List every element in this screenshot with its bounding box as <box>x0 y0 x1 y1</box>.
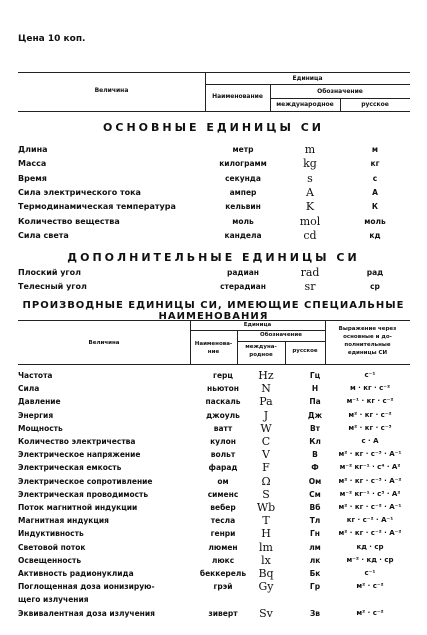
row-quantity: Поток магнитной индукции <box>18 503 138 512</box>
table-row <box>0 268 427 282</box>
row-rus-symbol: В <box>312 450 318 460</box>
table-row <box>0 437 427 451</box>
row-unit-name: ом <box>217 476 229 486</box>
row-quantity: Мощность <box>18 423 63 433</box>
table-row <box>0 529 427 543</box>
row-unit-name: вебер <box>210 503 236 512</box>
row-expression: кд · ср <box>356 542 384 551</box>
derived-header-intl-2: родное <box>249 352 273 358</box>
row-intl-symbol: lx <box>261 553 271 567</box>
row-rus-symbol: Тл <box>309 516 321 526</box>
row-rus-symbol: А <box>372 187 378 197</box>
row-rus-symbol: Гн <box>310 529 320 539</box>
derived-header-name-1: Наименова- <box>194 341 233 347</box>
row-rus-symbol: Вб <box>309 503 321 512</box>
table-row <box>0 569 427 583</box>
derived-header-designation: Обозначение <box>260 332 302 338</box>
table-row <box>0 159 427 173</box>
row-quantity: Телесный угол <box>18 282 87 291</box>
row-expression: с · А <box>361 437 379 445</box>
row-unit-name: кандела <box>224 230 262 240</box>
row-quantity: Поглощенная доза ионизирую- <box>18 582 155 592</box>
row-unit-name: вольт <box>210 450 236 460</box>
row-rus-symbol: Вт <box>309 423 321 433</box>
row-unit-name: герц <box>213 371 233 380</box>
row-intl-symbol: W <box>260 421 272 435</box>
row-intl-symbol: sr <box>304 280 316 293</box>
table-row <box>0 606 427 623</box>
table-row <box>0 450 427 464</box>
section-title-supplementary: ДОПОЛНИТЕЛЬНЫЕ ЕДИНИЦЫ СИ <box>67 251 360 264</box>
row-quantity: Электрическое сопротивление <box>18 476 153 486</box>
row-expression: м · кг · с⁻² <box>349 384 391 393</box>
row-rus-symbol: лм <box>309 542 321 552</box>
table-row <box>0 202 427 216</box>
row-quantity: Электрическая емкость <box>18 463 122 473</box>
row-intl-symbol: s <box>307 171 313 185</box>
row-rus-symbol: кг <box>370 159 380 169</box>
row-quantity: Энергия <box>18 410 54 420</box>
row-expression: кг · с⁻² · А⁻¹ <box>346 516 394 525</box>
row-unit-name: люмен <box>208 542 238 552</box>
row-quantity: Длина <box>18 145 48 154</box>
header-designation: Обозначение <box>317 88 363 95</box>
row-rus-symbol: Ф <box>311 463 319 473</box>
row-quantity: Эквивалентная доза излучения <box>18 608 155 618</box>
row-intl-symbol: F <box>262 461 270 475</box>
row-intl-symbol: kg <box>303 157 317 171</box>
row-unit-name: люкс <box>211 555 235 565</box>
table-row <box>0 185 427 202</box>
row-expression: м² · кг · с⁻³ · А⁻¹ <box>338 450 402 459</box>
row-expression: м⁻² · кд · ср <box>346 555 394 564</box>
table-row <box>0 582 427 596</box>
row-expression: м² · с⁻² <box>356 582 384 591</box>
row-unit-name: сименс <box>207 489 239 499</box>
row-quantity: Плоский угол <box>18 268 81 277</box>
row-rus-symbol: Бк <box>309 569 321 578</box>
row-unit-name: грэй <box>213 582 233 592</box>
row-rus-symbol: К <box>371 202 379 212</box>
row-quantity: Масса <box>18 159 47 169</box>
section-title-derived: ПРОИЗВОДНЫЕ ЕДИНИЦЫ СИ, ИМЕЮЩИЕ СПЕЦИАЛЬНЫЕ НАИМЕНОВАНИЯ <box>22 300 405 322</box>
row-unit-name: фарад <box>208 463 238 473</box>
table-row <box>0 421 427 438</box>
table-row <box>0 463 427 477</box>
row-rus-symbol: м <box>371 145 379 154</box>
row-expression: м² · кг · с⁻³ · А⁻² <box>338 476 402 485</box>
row-unit-name: ампер <box>229 187 257 197</box>
row-unit-name: беккерель <box>199 569 247 578</box>
row-quantity: Сила света <box>18 230 69 240</box>
row-rus-symbol: с <box>372 173 378 183</box>
row-quantity: Индуктивность <box>18 529 84 539</box>
row-unit-name: паскаль <box>205 397 241 407</box>
row-intl-symbol: V <box>262 448 270 462</box>
row-unit-name: джоуль <box>206 410 240 420</box>
row-expression: с⁻¹ <box>364 569 376 577</box>
row-quantity: Термодинамическая температура <box>18 202 176 212</box>
row-unit-name: радиан <box>227 268 259 277</box>
row-intl-symbol: rad <box>300 266 320 279</box>
table-row <box>0 228 427 245</box>
row-unit-name: ватт <box>213 423 233 433</box>
table-row <box>0 371 427 385</box>
table-row <box>0 474 427 491</box>
row-intl-symbol: Wb <box>256 501 276 514</box>
row-rus-symbol: Кл <box>309 437 321 446</box>
header-unit: Единица <box>292 75 323 82</box>
row-intl-symbol: lm <box>259 540 273 554</box>
table-row <box>0 595 427 609</box>
row-rus-symbol: См <box>309 489 321 499</box>
row-rus-symbol: Дж <box>307 410 323 420</box>
row-expression: м² · кг · с⁻² · А⁻² <box>338 529 402 538</box>
table-row <box>0 145 427 159</box>
header-russian: русское <box>361 101 389 108</box>
row-intl-symbol: N <box>261 382 271 396</box>
price-label: Цена 10 коп. <box>18 34 86 44</box>
row-rus-symbol: лк <box>309 555 321 565</box>
row-intl-symbol: K <box>305 200 315 214</box>
row-intl-symbol: mol <box>299 214 321 228</box>
row-quantity: Электрическая проводимость <box>18 489 149 499</box>
row-expression: м⁻² кг⁻¹ · с⁴ · А² <box>339 463 401 472</box>
row-unit-name: секунда <box>225 173 261 183</box>
table-row <box>0 540 427 557</box>
derived-header-unit: Единица <box>243 322 272 328</box>
row-intl-symbol: T <box>262 514 270 528</box>
row-expression: м² · кг · с⁻² <box>348 410 392 419</box>
row-intl-symbol: S <box>262 487 270 501</box>
row-intl-symbol: Pa <box>259 395 273 409</box>
row-intl-symbol: Gy <box>258 580 274 594</box>
row-unit-name: кельвин <box>225 202 261 212</box>
row-rus-symbol: моль <box>364 216 386 226</box>
row-quantity: Сила электрического тока <box>18 187 141 197</box>
derived-header-expr-2: основные и до- <box>343 334 392 340</box>
row-rus-symbol: Н <box>311 384 319 394</box>
table-row <box>0 516 427 530</box>
derived-header-name-2: ние <box>207 349 220 355</box>
row-unit-name: моль <box>232 216 254 226</box>
row-quantity: Количество вещества <box>18 216 120 226</box>
row-unit-name: тесла <box>210 516 236 526</box>
row-intl-symbol: cd <box>303 228 317 242</box>
section-title-base: ОСНОВНЫЕ ЕДИНИЦЫ СИ <box>103 121 324 134</box>
row-expression: м² · с⁻² <box>356 608 384 617</box>
row-quantity: Время <box>18 173 47 183</box>
row-intl-symbol: H <box>261 527 271 541</box>
table-row <box>0 487 427 504</box>
row-expression: м⁻² кг⁻¹ · с³ · А² <box>339 489 401 498</box>
row-unit-name: генри <box>210 529 236 539</box>
row-intl-symbol: Ω <box>261 474 271 488</box>
table-row <box>0 282 427 296</box>
row-quantity: Частота <box>18 371 53 380</box>
row-unit-name: метр <box>232 145 254 154</box>
row-intl-symbol: Sv <box>259 606 273 620</box>
row-rus-symbol: кд <box>369 230 381 240</box>
table-row <box>0 408 427 425</box>
table-row <box>0 503 427 517</box>
row-quantity: Сила <box>18 384 40 394</box>
table-row <box>0 553 427 570</box>
row-expression: м⁻¹ · кг · с⁻² <box>346 397 394 406</box>
row-expression: м² · кг · с⁻² · А⁻¹ <box>338 503 402 511</box>
row-intl-symbol: A <box>306 185 314 199</box>
row-quantity: щего излучения <box>18 595 89 605</box>
table-row <box>0 171 427 188</box>
row-quantity: Активность радионуклида <box>18 569 134 578</box>
row-rus-symbol: ср <box>370 282 380 291</box>
table-row <box>0 384 427 398</box>
row-quantity: Световой поток <box>18 542 86 552</box>
row-rus-symbol: Па <box>309 397 321 407</box>
table-row <box>0 397 427 411</box>
row-quantity: Освещенность <box>18 555 82 565</box>
row-expression: с⁻¹ <box>364 371 376 379</box>
row-unit-name: зиверт <box>208 608 238 618</box>
row-rus-symbol: Зв <box>309 608 321 618</box>
header-name: Наименование <box>212 93 263 100</box>
row-quantity: Электрическое напряжение <box>18 450 141 460</box>
derived-header-expr-4: единицы СИ <box>347 350 388 356</box>
header-quantity: Величина <box>94 87 129 94</box>
row-quantity: Давление <box>18 397 61 407</box>
row-quantity: Количество электричества <box>18 437 136 446</box>
derived-header-quantity: Величина <box>88 340 120 346</box>
row-expression: м² · кг · с⁻³ <box>348 423 392 432</box>
header-international: международное <box>276 101 334 108</box>
derived-header-expr-3: полнительные <box>344 342 391 348</box>
row-rus-symbol: Гр <box>309 582 321 592</box>
derived-header-expr-1: Выражение через <box>338 326 397 332</box>
row-unit-name: кулон <box>210 437 236 446</box>
row-unit-name: килограмм <box>219 159 267 169</box>
row-unit-name: стерадиан <box>220 282 266 291</box>
row-intl-symbol: m <box>304 143 316 156</box>
derived-header-russian: русское <box>292 348 318 354</box>
row-rus-symbol: рад <box>366 268 384 277</box>
derived-header-intl-1: междуна- <box>245 344 277 350</box>
row-rus-symbol: Гц <box>309 371 321 380</box>
row-rus-symbol: Ом <box>308 476 322 486</box>
row-unit-name: ньютон <box>207 384 239 394</box>
row-intl-symbol: C <box>261 435 271 448</box>
row-quantity: Магнитная индукция <box>18 516 109 526</box>
row-intl-symbol: Hz <box>258 369 274 382</box>
row-intl-symbol: Bq <box>258 567 274 580</box>
row-intl-symbol: J <box>263 408 269 422</box>
table-row <box>0 214 427 231</box>
